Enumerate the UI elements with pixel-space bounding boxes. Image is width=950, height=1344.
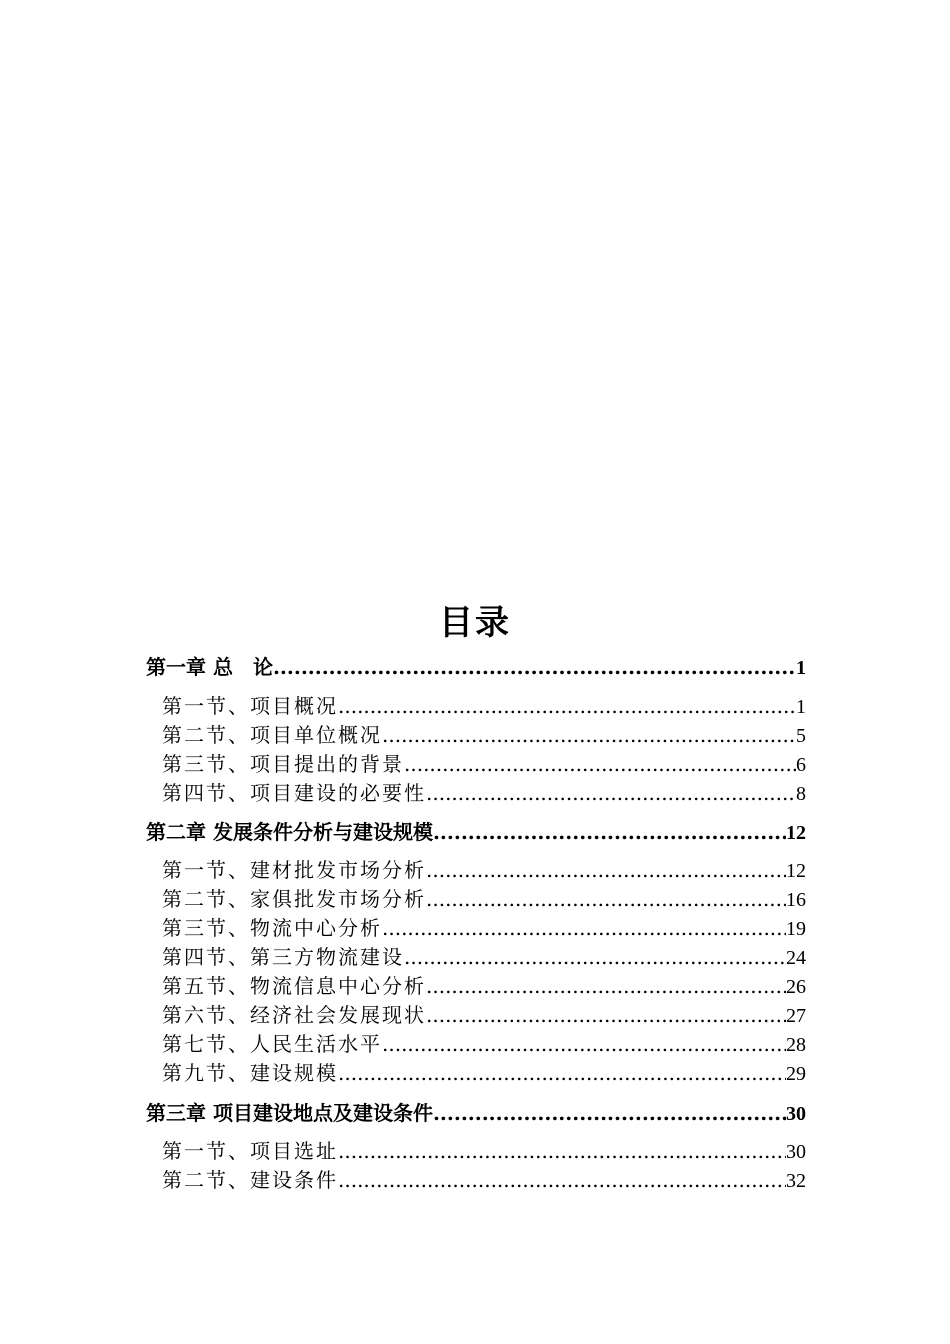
page-number: 6 <box>796 754 806 776</box>
page-number: 1 <box>796 657 806 679</box>
dot-leader <box>338 1137 786 1166</box>
toc-title: 目录 <box>439 603 511 643</box>
dot-leader <box>433 817 786 847</box>
toc-chapter-2[interactable] <box>146 817 806 847</box>
section-label: 第一节、建材批发市场分析 <box>162 858 426 882</box>
section-label: 第七节、人民生活水平 <box>162 1032 382 1056</box>
page-number: 12 <box>786 822 806 844</box>
page-number: 30 <box>786 1141 806 1163</box>
section-label: 第三节、物流中心分析 <box>162 916 382 940</box>
page-number: 12 <box>786 860 806 882</box>
dot-leader <box>426 856 786 885</box>
dot-leader <box>404 750 796 779</box>
dot-leader <box>433 1098 786 1128</box>
page-number: 1 <box>796 696 806 718</box>
toc-section[interactable] <box>162 1059 806 1088</box>
toc-section[interactable] <box>162 1001 806 1030</box>
page-number: 19 <box>786 918 806 940</box>
dot-leader <box>426 779 796 808</box>
toc-section[interactable] <box>162 750 806 779</box>
chapter-label: 第三章 项目建设地点及建设条件 <box>146 1101 433 1125</box>
dot-leader <box>426 1001 786 1030</box>
page-number: 26 <box>786 976 806 998</box>
section-label: 第四节、第三方物流建设 <box>162 945 404 969</box>
page-number: 30 <box>786 1103 806 1125</box>
dot-leader <box>338 692 796 721</box>
section-label: 第二节、家俱批发市场分析 <box>162 887 426 911</box>
toc-section[interactable] <box>162 779 806 808</box>
section-label: 第五节、物流信息中心分析 <box>162 974 426 998</box>
section-label: 第一节、项目选址 <box>162 1139 338 1163</box>
page-number: 5 <box>796 725 806 747</box>
chapter-label: 第二章 发展条件分析与建设规模 <box>146 820 433 844</box>
toc-section[interactable] <box>162 943 806 972</box>
page-number: 8 <box>796 783 806 805</box>
dot-leader <box>382 721 796 750</box>
dot-leader <box>382 1030 786 1059</box>
section-label: 第六节、经济社会发展现状 <box>162 1003 426 1027</box>
toc-section[interactable] <box>162 885 806 914</box>
dot-leader <box>382 914 786 943</box>
toc-section[interactable] <box>162 721 806 750</box>
dot-leader <box>426 972 786 1001</box>
toc-chapter-3[interactable] <box>146 1098 806 1128</box>
toc-section[interactable] <box>162 856 806 885</box>
page-number: 16 <box>786 889 806 911</box>
toc-section[interactable] <box>162 914 806 943</box>
toc-section[interactable] <box>162 1137 806 1166</box>
toc-section[interactable] <box>162 1030 806 1059</box>
page-number: 29 <box>786 1063 806 1085</box>
toc-section[interactable] <box>162 692 806 721</box>
section-label: 第一节、项目概况 <box>162 694 338 718</box>
toc-chapter-1[interactable] <box>146 652 806 682</box>
chapter-label: 第一章 总 论 <box>146 655 273 679</box>
section-label: 第三节、项目提出的背景 <box>162 752 404 776</box>
section-label: 第二节、建设条件 <box>162 1168 338 1192</box>
page-number: 32 <box>786 1170 806 1192</box>
dot-leader <box>426 885 786 914</box>
toc-section[interactable] <box>162 1166 806 1195</box>
dot-leader <box>338 1059 786 1088</box>
dot-leader <box>404 943 786 972</box>
section-label: 第二节、项目单位概况 <box>162 723 382 747</box>
dot-leader <box>273 652 796 682</box>
dot-leader <box>338 1166 786 1195</box>
page-number: 28 <box>786 1034 806 1056</box>
page-number: 24 <box>786 947 806 969</box>
toc-section[interactable] <box>162 972 806 1001</box>
section-label: 第四节、项目建设的必要性 <box>162 781 426 805</box>
page-number: 27 <box>786 1005 806 1027</box>
section-label: 第九节、建设规模 <box>162 1061 338 1085</box>
